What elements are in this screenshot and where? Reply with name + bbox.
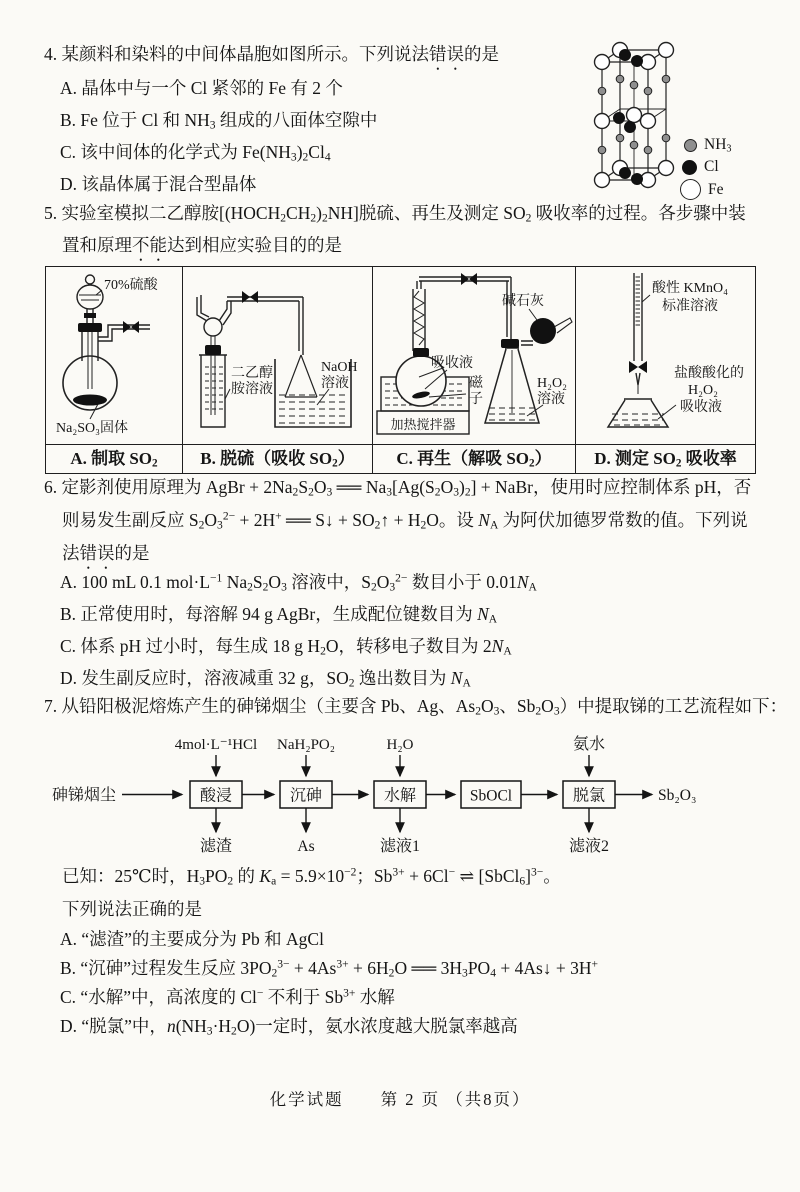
apparatus-b-absorption [183,267,371,439]
q7-ask: 下列说法正确的是 [62,899,202,919]
flow-input-h2o: H₂O [386,737,414,753]
legend-item-nh3 [684,136,732,154]
q6-stem-line3: 法错误的是 [62,543,150,563]
flow-output-filtrate2: 滤液2 [568,838,610,855]
q5-stem-line2: 置和原理不能达到相应实验目的的是 [62,235,342,255]
label-naoh-solution: 溶液 [321,376,349,391]
caption-c: C. 再生（解吸 $SO_2$） [373,445,576,474]
apparatus-a-so2-generator [46,267,181,439]
apparatus-table [45,266,756,474]
q4-option-c: C. 该中间体的化学式为 $Fe(NH_3)_2Cl_4$ [60,142,331,164]
crystal-cell-diagram [588,38,683,196]
flow-output-residue: 滤渣 [199,838,233,855]
label-na2so3-solid: Na₂SO₃固体 [56,421,128,436]
label-acidified-2: H₂O₂ [688,383,718,398]
label-diethanolamine-1: 二乙醇 [231,366,273,381]
flow-product: Sb₂O₃ [658,787,697,804]
apparatus-c-regeneration [373,267,574,439]
q6-stem-line2: 则易发生副反应 $S_2O_3^{2-} + 2H^+$ ══ S↓ + $SO_2↑ + H_2O$。设 $N_A$ 为阿伏加德罗常数的值。下列说 [62,510,748,532]
fe-atom-icon [680,179,701,200]
flow-input-nah2po2: NaH₂PO₂ [277,737,335,753]
caption-a: A. 制取 $SO_2$ [46,445,183,474]
process-flow-diagram [48,733,760,861]
label-kmno4-standard-2: 标准溶液 [662,299,718,314]
label-heater-stirrer: 加热搅拌器 [390,417,456,432]
legend-label-nh3: $NH_3$ [704,136,732,155]
label-acidified-1: 盐酸酸化的 [674,366,744,381]
q6-option-a: A. 100 mL 0.1 $mol\cdot L^{-1}$ $Na_2S_2O_3$ 溶液中，$S_2O_3^{2-}$ 数目小于 $0.01N_A$ [60,572,537,594]
legend-item-fe [680,179,724,200]
cl-atom-icon [682,160,697,175]
q7-option-c: C. “水解”中，高浓度的 Cl− 不利于 $Sb^{3+}$ 水解 [60,987,395,1007]
label-stir-bar-1: 磁 [469,376,483,391]
apparatus-d-titration [576,267,754,439]
q4-option-b: B. Fe 位于 Cl 和 $NH_3$ 组成的八面体空隙中 [60,110,378,132]
nh3-atom-icon [684,139,697,152]
caption-b: B. 脱硫（吸收 $SO_2$） [183,445,373,474]
q7-option-d: D. “脱氯”中，$n(NH_3\cdot H_2O)$一定时，氨水浓度越大脱氯率越高 [60,1016,518,1038]
flow-source: 砷锑烟尘 [51,787,117,804]
q5-stem-line1: 5. 实验室模拟二乙醇胺$[(HOCH_2CH_2)_2NH]$脱硫、再生及测定 $SO_2$ 吸收率的过程。各步骤中装 [44,203,746,225]
flow-input-ammonia: 氨水 [572,736,606,753]
q7-option-b: B. “沉砷”过程发生反应 $3PO_2^{3-} + 4As^{3+} + 6H_2O$ ══ $3H_3PO_4$ + 4As↓ + 3H+ [60,958,599,980]
cell-apparatus-c [373,267,576,445]
label-naoh: NaOH [321,360,358,375]
label-absorption-liquid: 吸收液 [431,356,473,371]
caption-row [46,445,756,474]
label-h2o2: H₂O₂ [537,376,567,391]
q7-stem: 7. 从铅阳极泥熔炼产生的砷锑烟尘（主要含 Pb、Ag、$As_2O_3$、$Sb_2O_3$）中提取锑的工艺流程如下： [44,696,788,718]
flow-step-sbocl: SbOCl [469,787,513,805]
label-soda-lime: 碱石灰 [502,294,544,309]
q7-option-a: A. “滤渣”的主要成分为 Pb 和 AgCl [60,929,324,949]
legend-label-fe: Fe [708,180,724,198]
cell-apparatus-b [183,267,373,445]
legend-label-cl: Cl [704,158,719,175]
q6-option-c: C. 体系 pH 过小时，每生成 18 g $H_2O$，转移电子数目为 $2N_A$ [60,636,512,658]
flow-step-hydrolysis: 水解 [383,787,417,805]
label-h2o2-solution: 溶液 [537,392,565,407]
caption-d: D. 测定 $SO_2$ 吸收率 [576,445,756,474]
flow-step-arsenic-precip: 沉砷 [289,787,323,805]
page-footer: 化学试题 第 2 页 （共8页） [269,1090,531,1109]
label-stir-bar-2: 子 [469,392,483,407]
label-70pct-sulfuric-acid: 70%硫酸 [104,278,158,293]
flow-step-dechlorination: 脱氯 [572,787,606,805]
flow-output-filtrate1: 滤液1 [379,838,421,855]
q4-option-d: D. 该晶体属于混合型晶体 [60,174,257,194]
q6-stem-line1: 6. 定影剂使用原理为 AgBr + $2Na_2S_2O_3$ ══ $Na_3[Ag(S_2O_3)_2]$ + NaBr，使用时应控制体系 pH，否 [44,477,752,499]
q6-option-d: D. 发生副反应时，溶液减重 32 g，$SO_2$ 逸出数目为 $N_A$ [60,668,471,690]
cell-apparatus-a [46,267,183,445]
q4-stem: 4. 某颜料和染料的中间体晶胞如图所示。下列说法错误的是 [44,44,499,64]
cell-apparatus-d [576,267,756,445]
q4-option-a: A. 晶体中与一个 Cl 紧邻的 Fe 有 2 个 [60,78,343,98]
label-diethanolamine-2: 胺溶液 [231,382,273,397]
legend-item-cl [682,158,719,176]
label-kmno4-standard-1: 酸性 KMnO₄ [652,281,729,296]
label-acidified-3: 吸收液 [680,400,722,415]
flow-input-hcl: 4mol·L⁻¹HCl [174,737,258,753]
q7-known-info: 已知：25℃时，$H_3PO_2$ 的 $K_a = 5.9\times 10^{-2}$；$Sb^{3+} + 6Cl^-$ ⇌ [SbCl$_6$]$^{3-}$。 [62,866,561,888]
q6-option-b: B. 正常使用时，每溶解 94 g AgBr，生成配位键数目为 $N_A$ [60,604,498,626]
apparatus-row [46,267,756,445]
flow-output-as: As [297,838,315,855]
flow-step-acid-leach: 酸浸 [199,787,233,805]
